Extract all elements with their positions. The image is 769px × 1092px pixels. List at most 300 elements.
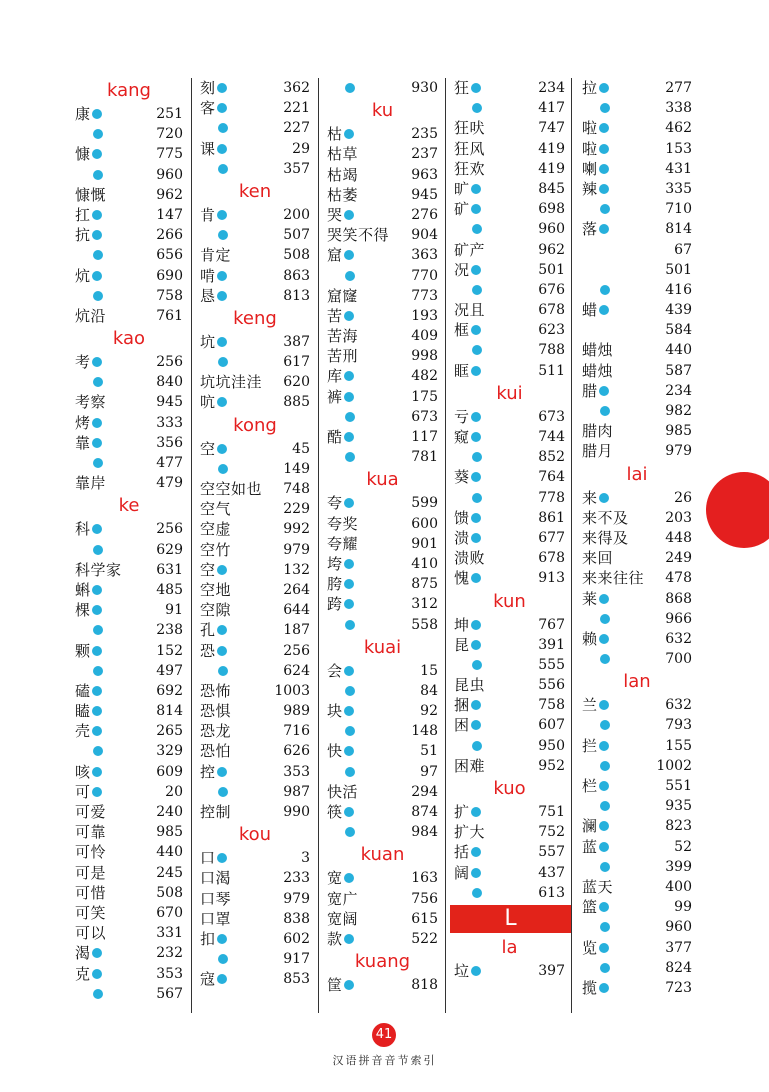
entry-word: [327, 534, 358, 554]
entry-page-number: 312: [411, 596, 438, 613]
entry-page-number: 852: [538, 449, 565, 466]
index-entry: [582, 695, 692, 715]
index-entry: [75, 641, 183, 661]
entry-page-number: 966: [665, 610, 692, 627]
entry-word-text: 苦刑: [327, 347, 359, 366]
index-entry: [327, 975, 438, 995]
index-entry: [582, 938, 692, 958]
entry-word: [200, 741, 231, 761]
entry-word: [582, 118, 609, 138]
blue-dot-icon: [344, 873, 354, 883]
entry-page-number: 913: [538, 570, 565, 587]
entry-word-text: 昆: [454, 635, 470, 654]
entry-page-number: 399: [665, 858, 692, 875]
syllable-heading: lai: [626, 463, 648, 485]
entry-word-text: 来回: [582, 549, 614, 568]
index-entry: [327, 306, 438, 326]
entry-word-text: 空隙: [200, 601, 232, 620]
blue-dot-icon: [471, 966, 481, 976]
index-entry: [75, 964, 183, 984]
entry-page-number: 555: [538, 656, 565, 673]
entry-word-text: 恐惧: [200, 702, 232, 721]
entry-word-text: 困: [454, 716, 470, 735]
entry-page-number: 613: [538, 884, 565, 901]
blue-dot-icon: [345, 452, 355, 462]
index-entry: [200, 909, 310, 929]
entry-word-text: 窟: [327, 246, 343, 265]
entry-word-text: 拉: [582, 79, 598, 97]
section-tab-marker: [706, 472, 769, 548]
entry-page-number: 874: [411, 804, 438, 820]
entry-page-number: 624: [283, 662, 310, 679]
entry-page-number: 632: [665, 697, 692, 714]
index-entry: [75, 701, 183, 721]
index-entry: [75, 306, 183, 326]
index-entry: [327, 554, 438, 574]
entry-page-number: 240: [156, 804, 183, 820]
blue-dot-icon: [93, 377, 103, 387]
index-entry: [454, 736, 565, 756]
index-entry: [582, 816, 692, 836]
blue-dot-icon: [344, 746, 354, 756]
entry-word-text: 蜡烛: [582, 361, 614, 380]
entry-word-text: 空地: [200, 580, 232, 599]
index-entry: [327, 534, 438, 554]
index-entry: [75, 433, 183, 453]
entry-page-number: 813: [283, 287, 310, 304]
index-entry: [75, 124, 183, 144]
entry-word: [582, 629, 609, 649]
entry-word-text: 矿产: [454, 240, 486, 259]
entry-page-number: 885: [283, 394, 310, 411]
entry-word: [200, 848, 227, 868]
entry-word: [200, 245, 231, 265]
entry-page-number: 758: [156, 287, 183, 304]
blue-dot-icon: [92, 686, 102, 696]
entry-page-number: 329: [156, 743, 183, 760]
entry-word-text: 科: [75, 520, 91, 539]
entry-page-number: 761: [156, 307, 183, 324]
entry-page-number: 387: [283, 333, 310, 350]
entry-word: [582, 528, 629, 548]
index-entry: [75, 762, 183, 782]
entry-word: [582, 695, 609, 715]
entry-page-number: 600: [411, 515, 438, 532]
entry-word: [327, 185, 358, 205]
blue-dot-icon: [345, 767, 355, 777]
blue-dot-icon: [92, 585, 102, 595]
entry-page-number: 963: [411, 166, 438, 183]
entry-page-number: 477: [156, 455, 183, 471]
entry-page-number: 256: [156, 521, 183, 538]
index-entry: [582, 776, 692, 796]
blue-dot-icon: [599, 123, 609, 133]
entry-word: [75, 681, 102, 701]
index-entry: [327, 387, 438, 407]
entry-page-number: 990: [283, 804, 310, 820]
entry-word-text: 腊月: [582, 442, 614, 461]
index-entry: [200, 245, 310, 265]
entry-word: [454, 695, 481, 715]
blue-dot-icon: [600, 720, 610, 730]
entry-word: [75, 144, 102, 164]
index-entry: [582, 609, 692, 629]
blue-dot-icon: [217, 934, 227, 944]
entry-word-text: 可惜: [75, 883, 107, 902]
blue-dot-icon: [217, 103, 227, 113]
index-entry: [582, 340, 692, 360]
entry-page-number: 984: [411, 824, 438, 841]
column-divider: [445, 78, 446, 1013]
entry-word: [582, 488, 609, 508]
entry-word-text: 慷慨: [75, 185, 107, 204]
blue-dot-icon: [217, 853, 227, 863]
entry-word-text: 愧: [454, 569, 470, 588]
blue-dot-icon: [600, 406, 610, 416]
entry-word: [582, 548, 613, 568]
entry-word-text: 来得及: [582, 528, 629, 547]
entry-page-number: 644: [283, 602, 310, 619]
index-entry: [200, 78, 310, 98]
index-entry: [582, 796, 692, 816]
entry-word-text: 炕沿: [75, 306, 107, 325]
blue-dot-icon: [600, 654, 610, 664]
blue-dot-icon: [217, 271, 227, 281]
index-entry: [200, 459, 310, 479]
index-column: [582, 78, 692, 998]
index-entry: [75, 413, 183, 433]
entry-page-number: 333: [156, 414, 183, 431]
blue-dot-icon: [599, 943, 609, 953]
index-entry: [454, 320, 565, 340]
entry-page-number: 744: [538, 429, 565, 445]
entry-word-text: 蜡: [582, 301, 598, 320]
entry-page-number: 508: [156, 884, 183, 901]
index-entry: [200, 332, 310, 352]
entry-word-text: 苦海: [327, 327, 359, 346]
index-entry: [454, 139, 565, 159]
entry-word: [200, 78, 227, 98]
index-entry: [200, 98, 310, 118]
index-column: [200, 78, 310, 990]
blue-dot-icon: [471, 83, 481, 93]
entry-word: [75, 883, 106, 903]
entry-word: [75, 519, 102, 539]
entry-word: [582, 736, 609, 756]
index-entry: [327, 124, 438, 144]
entry-page-number: 45: [292, 440, 310, 457]
index-entry: [75, 560, 183, 580]
index-entry: [75, 782, 183, 802]
entry-page-number: 720: [156, 126, 183, 143]
entry-word-text: 可以: [75, 924, 107, 943]
index-entry: [327, 326, 438, 346]
index-entry: [75, 620, 183, 640]
index-entry: [582, 528, 692, 548]
blue-dot-icon: [471, 432, 481, 442]
entry-page-number: 607: [538, 717, 565, 734]
entry-page-number: 203: [665, 509, 692, 526]
blue-dot-icon: [471, 184, 481, 194]
index-entry: [582, 199, 692, 219]
entry-page-number: 501: [665, 261, 692, 278]
entry-word-text: 快活: [327, 782, 359, 801]
blue-dot-icon: [600, 963, 610, 973]
entry-page-number: 193: [411, 307, 438, 324]
index-entry: [454, 199, 565, 219]
blue-dot-icon: [599, 224, 609, 234]
entry-word-text: 吭: [200, 393, 216, 412]
entry-word: [327, 306, 354, 326]
entry-word: [454, 139, 485, 159]
blue-dot-icon: [218, 464, 228, 474]
blue-dot-icon: [599, 144, 609, 154]
index-entry: [75, 863, 183, 883]
entry-word-text: 哭: [327, 205, 343, 224]
index-entry: [200, 540, 310, 560]
entry-page-number: 377: [665, 939, 692, 956]
index-entry: [327, 78, 438, 98]
index-entry: [327, 802, 438, 822]
entry-page-number: 97: [420, 763, 438, 780]
blue-dot-icon: [599, 983, 609, 993]
entry-word-text: 款: [327, 929, 343, 948]
entry-page-number: 631: [156, 561, 183, 578]
entry-word: [582, 361, 613, 381]
blue-dot-icon: [93, 170, 103, 180]
entry-page-number: 419: [538, 160, 565, 177]
index-entry: [200, 560, 310, 580]
entry-word: [75, 822, 106, 842]
syllable-heading: keng: [233, 307, 277, 329]
entry-word: [582, 441, 613, 461]
entry-word-text: 可笑: [75, 903, 107, 922]
index-entry: [454, 842, 565, 862]
entry-page-number: 962: [156, 186, 183, 203]
entry-word-text: 亏: [454, 407, 470, 426]
blue-dot-icon: [471, 412, 481, 422]
entry-word-text: 酷: [327, 428, 343, 446]
entry-word: [200, 266, 227, 286]
index-entry: [327, 574, 438, 594]
entry-word-text: 况且: [454, 301, 486, 320]
blue-dot-icon: [472, 285, 482, 295]
blue-dot-icon: [344, 579, 354, 589]
syllable-heading: kuan: [360, 844, 405, 866]
index-entry: [200, 372, 310, 392]
index-entry: [454, 488, 565, 508]
blue-dot-icon: [93, 989, 103, 999]
entry-page-number: 673: [411, 408, 438, 425]
entry-word: [582, 300, 609, 320]
entry-word: [200, 392, 227, 412]
entry-word: [327, 741, 354, 761]
index-entry: [582, 589, 692, 609]
entry-word: [454, 802, 481, 822]
blue-dot-icon: [471, 472, 481, 482]
entry-word: [327, 554, 354, 574]
blue-dot-icon: [217, 444, 227, 454]
entry-word-text: 寇: [200, 970, 216, 989]
entry-word: [454, 260, 481, 280]
index-entry: [327, 681, 438, 701]
blue-dot-icon: [344, 807, 354, 817]
index-entry: [327, 514, 438, 534]
blue-dot-icon: [92, 726, 102, 736]
entry-word-text: 拦: [582, 736, 598, 755]
entry-page-number: 615: [411, 910, 438, 927]
entry-word-text: 莱: [582, 589, 598, 608]
entry-page-number: 235: [411, 126, 438, 143]
entry-word-text: 蓝天: [582, 877, 614, 896]
entry-page-number: 793: [665, 717, 692, 734]
entry-word: [200, 519, 231, 539]
entry-page-number: 558: [411, 616, 438, 633]
blue-dot-icon: [217, 625, 227, 635]
entry-word: [75, 782, 102, 802]
entry-page-number: 770: [411, 267, 438, 284]
blue-dot-icon: [218, 123, 228, 133]
entry-word: [75, 266, 102, 286]
index-entry: [327, 868, 438, 888]
entry-page-number: 676: [538, 281, 565, 298]
entry-word-text: 来来往往: [582, 569, 645, 588]
entry-page-number: 982: [665, 403, 692, 419]
entry-word: [454, 467, 481, 487]
entry-page-number: 557: [538, 844, 565, 861]
blue-dot-icon: [93, 250, 103, 260]
entry-word: [75, 205, 102, 225]
entry-page-number: 814: [156, 703, 183, 720]
blue-dot-icon: [599, 305, 609, 315]
entry-page-number: 416: [665, 281, 692, 298]
index-entry: [454, 508, 565, 528]
blue-dot-icon: [92, 149, 102, 159]
blue-dot-icon: [93, 458, 103, 468]
entry-word-text: 裤: [327, 387, 343, 406]
entry-word-text: 空气: [200, 500, 232, 519]
entry-word-text: 筷: [327, 803, 343, 821]
index-entry: [582, 219, 692, 239]
entry-word: [327, 144, 358, 164]
entry-word-text: 宽阔: [327, 909, 359, 928]
index-entry: [454, 695, 565, 715]
entry-page-number: 747: [538, 120, 565, 137]
index-entry: [75, 600, 183, 620]
entry-page-number: 400: [665, 878, 692, 895]
entry-word-text: 筐: [327, 976, 343, 995]
blue-dot-icon: [218, 666, 228, 676]
index-entry: [200, 741, 310, 761]
entry-word-text: 跨: [327, 595, 343, 614]
entry-page-number: 609: [156, 763, 183, 780]
entry-page-number: 356: [156, 434, 183, 451]
entry-page-number: 363: [411, 247, 438, 264]
blue-dot-icon: [600, 285, 610, 295]
blue-dot-icon: [92, 418, 102, 428]
entry-word: [75, 600, 102, 620]
entry-page-number: 756: [411, 890, 438, 907]
entry-page-number: 437: [538, 864, 565, 881]
syllable-heading: kui: [496, 382, 523, 404]
index-entry: [454, 548, 565, 568]
entry-page-number: 868: [665, 590, 692, 607]
entry-page-number: 845: [538, 180, 565, 197]
blue-dot-icon: [600, 922, 610, 932]
entry-page-number: 752: [538, 824, 565, 841]
blue-dot-icon: [471, 325, 481, 335]
entry-word-text: 空: [200, 560, 216, 579]
syllable-heading: la: [501, 936, 518, 958]
entry-word-text: 枯萎: [327, 185, 359, 204]
blue-dot-icon: [93, 545, 103, 555]
entry-word-text: 困难: [454, 756, 486, 775]
index-entry: [582, 139, 692, 159]
entry-page-number: 335: [665, 180, 692, 197]
entry-word-text: 宽: [327, 869, 343, 888]
entry-word: [582, 179, 609, 199]
blue-dot-icon: [599, 594, 609, 604]
entry-page-number: 276: [411, 206, 438, 223]
blue-dot-icon: [600, 204, 610, 214]
entry-word-text: 旷: [454, 179, 470, 198]
entry-page-number: 3: [301, 850, 310, 867]
entry-page-number: 788: [538, 342, 565, 359]
entry-word-text: 控制: [200, 803, 232, 821]
entry-page-number: 823: [665, 818, 692, 835]
syllable-heading: kong: [233, 414, 277, 436]
index-entry: [200, 620, 310, 640]
index-entry: [75, 741, 183, 761]
entry-page-number: 758: [538, 697, 565, 714]
entry-page-number: 781: [411, 449, 438, 466]
index-entry: [75, 225, 183, 245]
entry-word-text: 哭笑不得: [327, 226, 390, 245]
entry-page-number: 149: [283, 460, 310, 477]
entry-page-number: 501: [538, 261, 565, 278]
blue-dot-icon: [599, 83, 609, 93]
entry-word: [327, 493, 354, 513]
entry-page-number: 690: [156, 267, 183, 284]
blue-dot-icon: [599, 741, 609, 751]
index-entry: [200, 782, 310, 802]
entry-page-number: 91: [165, 602, 183, 619]
entry-word-text: 空: [200, 439, 216, 458]
syllable-heading: lan: [623, 671, 651, 693]
blue-dot-icon: [599, 164, 609, 174]
entry-word: [454, 842, 481, 862]
entry-word: [454, 427, 481, 447]
entry-page-number: 987: [283, 783, 310, 800]
entry-page-number: 935: [665, 798, 692, 815]
blue-dot-icon: [217, 291, 227, 301]
entry-word-text: 馈: [454, 508, 470, 527]
index-entry: [454, 179, 565, 199]
index-entry: [200, 479, 310, 499]
index-entry: [200, 439, 310, 459]
entry-page-number: 678: [538, 302, 565, 319]
index-entry: [327, 286, 438, 306]
entry-word-text: 框: [454, 321, 470, 340]
entry-page-number: 840: [156, 374, 183, 391]
entry-page-number: 863: [283, 267, 310, 284]
entry-word: [327, 661, 354, 681]
index-entry: [454, 655, 565, 675]
entry-word: [327, 245, 354, 265]
entry-word-text: 克: [75, 964, 91, 983]
index-entry: [200, 701, 310, 721]
entry-word-text: 靠: [75, 433, 91, 452]
